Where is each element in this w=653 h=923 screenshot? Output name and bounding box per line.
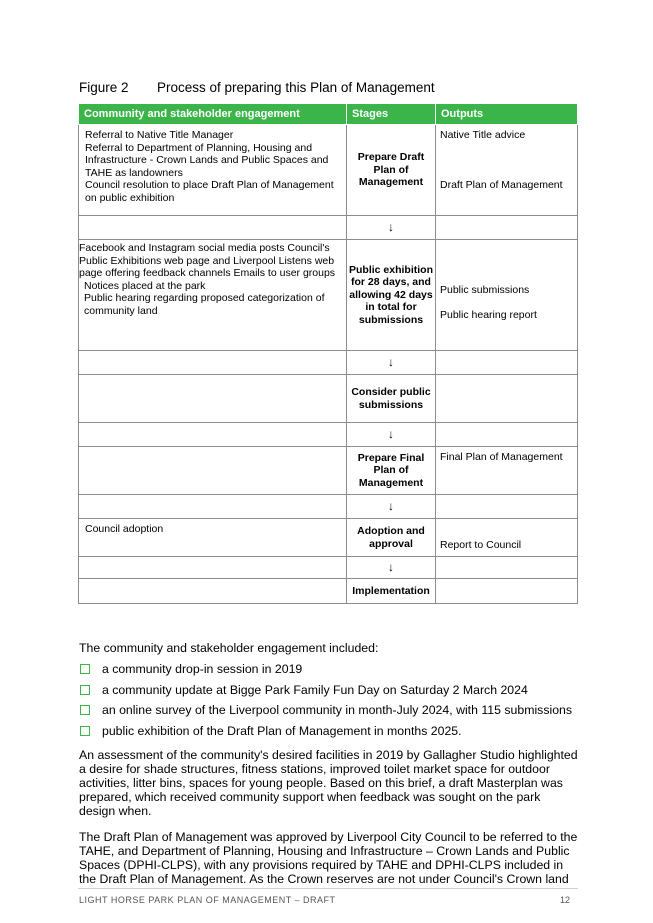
table-row <box>79 519 578 557</box>
arrow-row <box>79 216 578 240</box>
table-row <box>79 447 578 495</box>
table-row <box>79 375 578 423</box>
header-outputs: Outputs <box>436 104 578 125</box>
engagement-cell <box>79 240 347 351</box>
arrow-down-icon: ↓ <box>347 423 436 447</box>
stage-cell: Prepare Final Plan of Management <box>347 447 436 495</box>
stage-cell: Adoption and approval <box>347 519 436 557</box>
table-row <box>79 125 578 216</box>
figure-label: Figure 2 <box>79 80 129 95</box>
process-table <box>78 103 578 604</box>
engagement-item: Referral to Native Title Manager <box>85 129 234 141</box>
stage-cell: Prepare Draft Plan of Management <box>347 125 436 216</box>
list-item-text: a community update at Bigge Park Family Fun Day on Saturday 2 March 2024 <box>102 682 528 697</box>
paragraph-assessment: An assessment of the community's desired facilities in 2019 by Gallagher Studio highlighted a desire for shade structures, fitness stations, improved toilet market space for outdoor activities, litter bins, spaces for young people. Based on this brief, a draft Masterplan was prepared, which received community support when feedback was sought on the park design when. <box>79 748 578 818</box>
list-item-text: a community drop-in session in 2019 <box>102 662 303 677</box>
output-item: Draft Plan of Management <box>440 178 563 191</box>
output-item: Final Plan of Management <box>436 447 578 495</box>
paragraph-approval: The Draft Plan of Management was approved by Liverpool City Council to be referred to the TAHE, and Department of Planning, Housing and Infrastructure – Crown Lands and Public Spaces (DPHI-CLPS), with any provisions required by TAHE and DPHI-CLPS included in the Draft Plan of Management. As the Crown reserves are not under Council's Crown land <box>79 830 578 886</box>
footer-title: LIGHT HORSE PARK PLAN OF MANAGEMENT – DRAFT <box>79 895 336 905</box>
arrow-down-icon: ↓ <box>347 557 436 579</box>
stage-cell: Consider public submissions <box>347 375 436 423</box>
output-item: Public hearing report <box>440 309 537 321</box>
engagement-cell <box>79 125 347 216</box>
output-item: Native Title advice <box>440 129 526 141</box>
arrow-down-icon: ↓ <box>347 216 436 240</box>
list-item <box>79 721 572 742</box>
arrow-down-icon: ↓ <box>347 495 436 519</box>
list-item <box>79 680 572 701</box>
output-item: Report to Council <box>436 519 578 557</box>
checkbox-bullet-icon <box>80 726 90 736</box>
arrow-row <box>79 423 578 447</box>
list-item <box>79 700 572 721</box>
stage-cell: Public exhibition for 28 days, and allowing 42 days in total for submissions <box>347 240 436 351</box>
footer-divider <box>78 888 578 889</box>
checkbox-bullet-icon <box>80 705 90 715</box>
checkbox-bullet-icon <box>80 685 90 695</box>
output-item: Public submissions <box>440 284 530 297</box>
table-header-row <box>79 104 578 125</box>
engagement-item: Referral to Department of Planning, Housing and Infrastructure - Crown Lands and Public Spaces and TAHE as landowners <box>85 141 329 179</box>
outputs-cell <box>436 125 578 216</box>
engagement-item: Council resolution to place Draft Plan of Management on public exhibition <box>85 179 334 204</box>
arrow-row <box>79 495 578 519</box>
header-stages: Stages <box>347 104 436 125</box>
engagement-list <box>79 659 572 741</box>
engagement-item: Notices placed at the park <box>84 279 206 292</box>
list-item <box>79 659 572 680</box>
stage-cell: Implementation <box>347 579 436 604</box>
arrow-row <box>79 351 578 375</box>
engagement-intro: The community and stakeholder engagement included: <box>79 641 379 655</box>
table-row <box>79 579 578 604</box>
header-engagement: Community and stakeholder engagement <box>79 104 347 125</box>
arrow-row <box>79 557 578 579</box>
list-item-text: an online survey of the Liverpool community in month-July 2024, with 115 submissions <box>102 703 573 718</box>
arrow-down-icon: ↓ <box>347 351 436 375</box>
figure-caption <box>79 80 435 95</box>
list-item-text: public exhibition of the Draft Plan of Management in months 2025. <box>102 723 462 738</box>
page-number: 12 <box>560 895 571 905</box>
checkbox-bullet-icon <box>80 664 90 674</box>
outputs-cell <box>436 240 578 351</box>
table-row <box>79 240 578 351</box>
figure-title: Process of preparing this Plan of Management <box>157 80 435 95</box>
engagement-item: Facebook and Instagram social media posts Council's Public Exhibitions web page and Liverpool Listens web page offering feedback channels Emails to user groups <box>79 242 336 280</box>
engagement-item: Public hearing regarding proposed categorization of community land <box>84 292 325 317</box>
engagement-item: Council adoption <box>79 519 347 557</box>
